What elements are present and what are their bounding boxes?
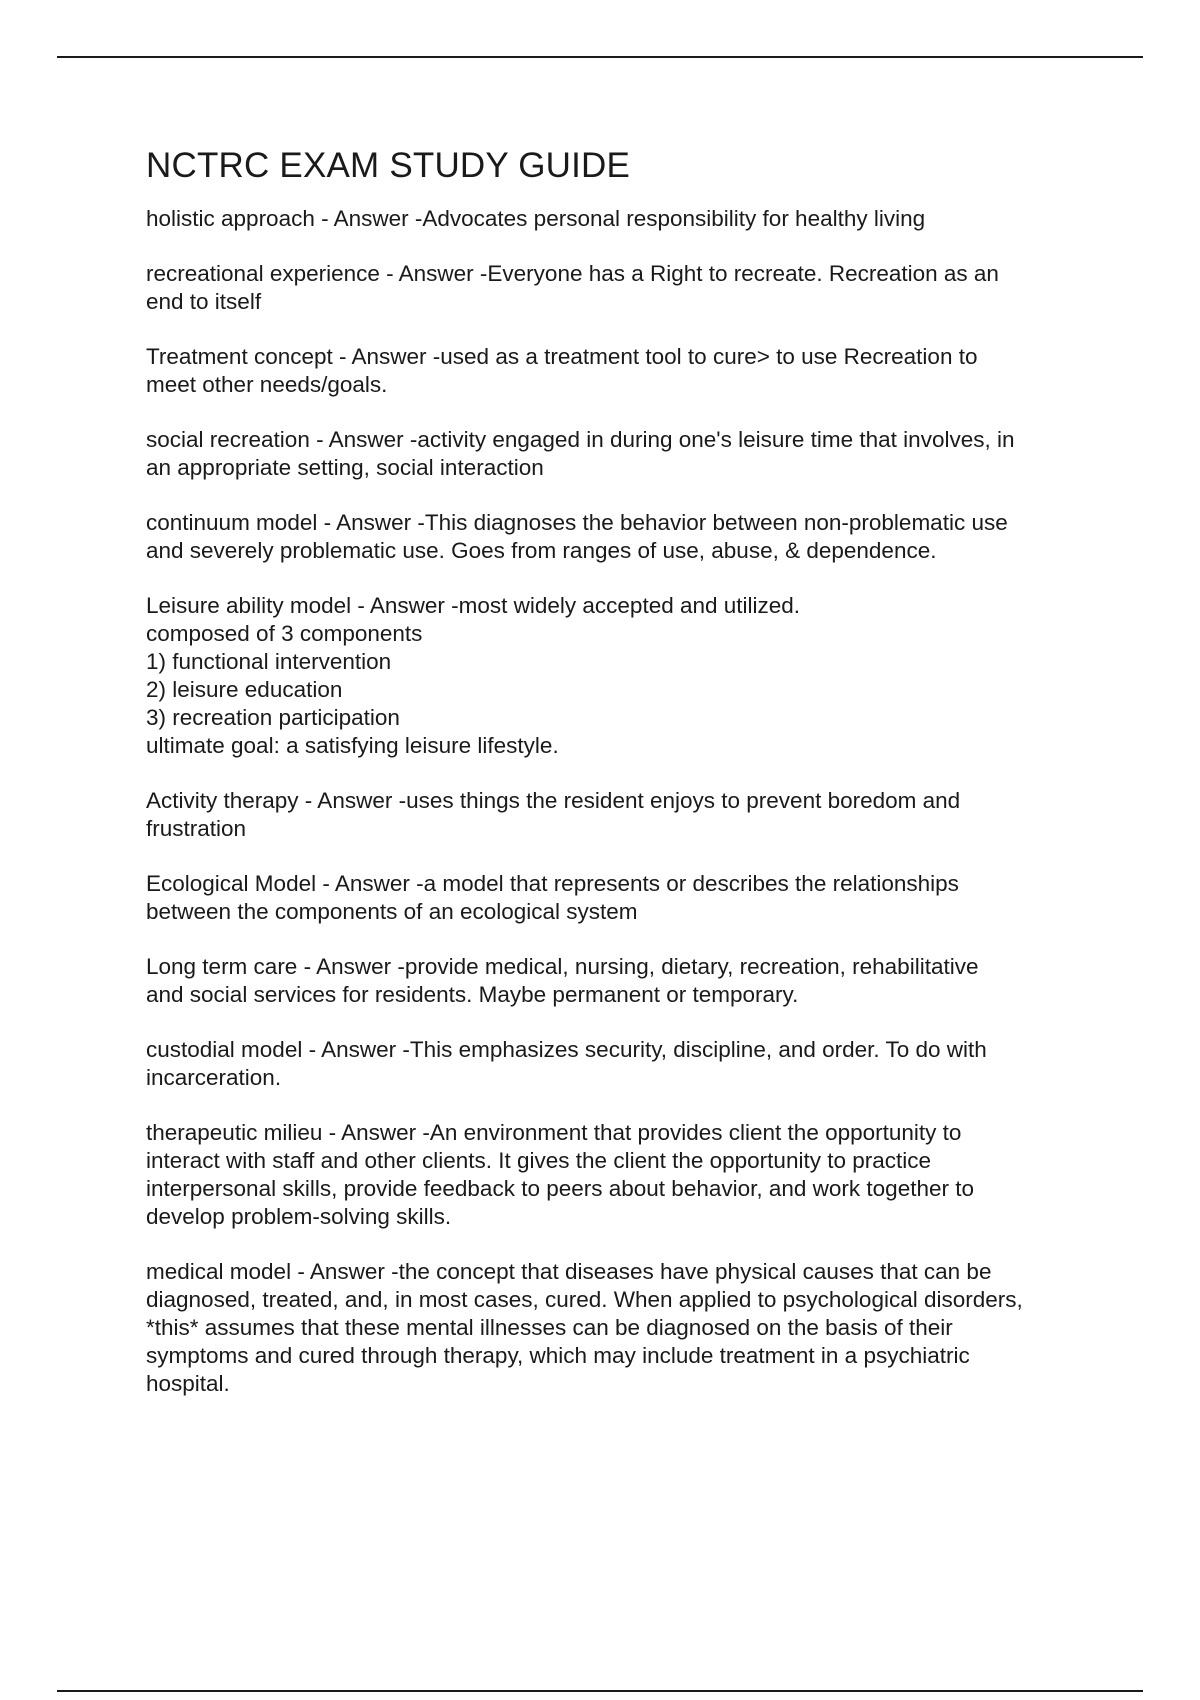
document-body <box>146 143 1106 1425</box>
entry-activity-therapy: Activity therapy - Answer -uses things the resident enjoys to prevent boredom and frustration <box>146 788 961 841</box>
entry-continuum-model: continuum model - Answer -This diagnoses the behavior between non-problematic use and severely problematic use. Goes from ranges of use, abuse, & dependence. <box>146 510 1008 563</box>
entry-treatment-concept: Treatment concept - Answer -used as a treatment tool to cure> to use Recreation to meet other needs/goals. <box>146 344 978 397</box>
entry-therapeutic-milieu: therapeutic milieu - Answer -An environment that provides client the opportunity to interact with staff and other clients. It gives the client the opportunity to practice interpersonal skills, provide feedback to peers about behavior, and work together to develop problem-solving skills. <box>146 1120 974 1229</box>
entry-holistic-approach: holistic approach - Answer -Advocates personal responsibility for healthy living <box>146 206 926 231</box>
entry-leisure-ability-model: Leisure ability model - Answer -most widely accepted and utilized. composed of 3 components 1) functional intervention 2) leisure education 3) recreation participation ultimate goal: a satisfying leisure lifestyle. <box>146 593 801 758</box>
top-divider <box>57 56 1143 58</box>
page-title: NCTRC EXAM STUDY GUIDE <box>146 146 631 185</box>
entry-ecological-model: Ecological Model - Answer -a model that represents or describes the relationships between the components of an ecological system <box>146 871 959 924</box>
entry-social-recreation: social recreation - Answer -activity engaged in during one's leisure time that involves, in an appropriate setting, social interaction <box>146 427 1015 480</box>
entry-recreational-experience: recreational experience - Answer -Everyone has a Right to recreate. Recreation as an end to itself <box>146 261 999 314</box>
bottom-divider <box>57 1690 1143 1692</box>
entry-long-term-care: Long term care - Answer -provide medical, nursing, dietary, recreation, rehabilitative and social services for residents. Maybe permanent or temporary. <box>146 954 979 1007</box>
entry-custodial-model: custodial model - Answer -This emphasizes security, discipline, and order. To do with incarceration. <box>146 1037 987 1090</box>
entry-medical-model: medical model - Answer -the concept that diseases have physical causes that can be diagnosed, treated, and, in most cases, cured. When applied to psychological disorders, *this* assumes that these mental illnesses can be diagnosed on the basis of their symptoms and cured through therapy, which may include treatment in a psychiatric hospital. <box>146 1259 1023 1396</box>
